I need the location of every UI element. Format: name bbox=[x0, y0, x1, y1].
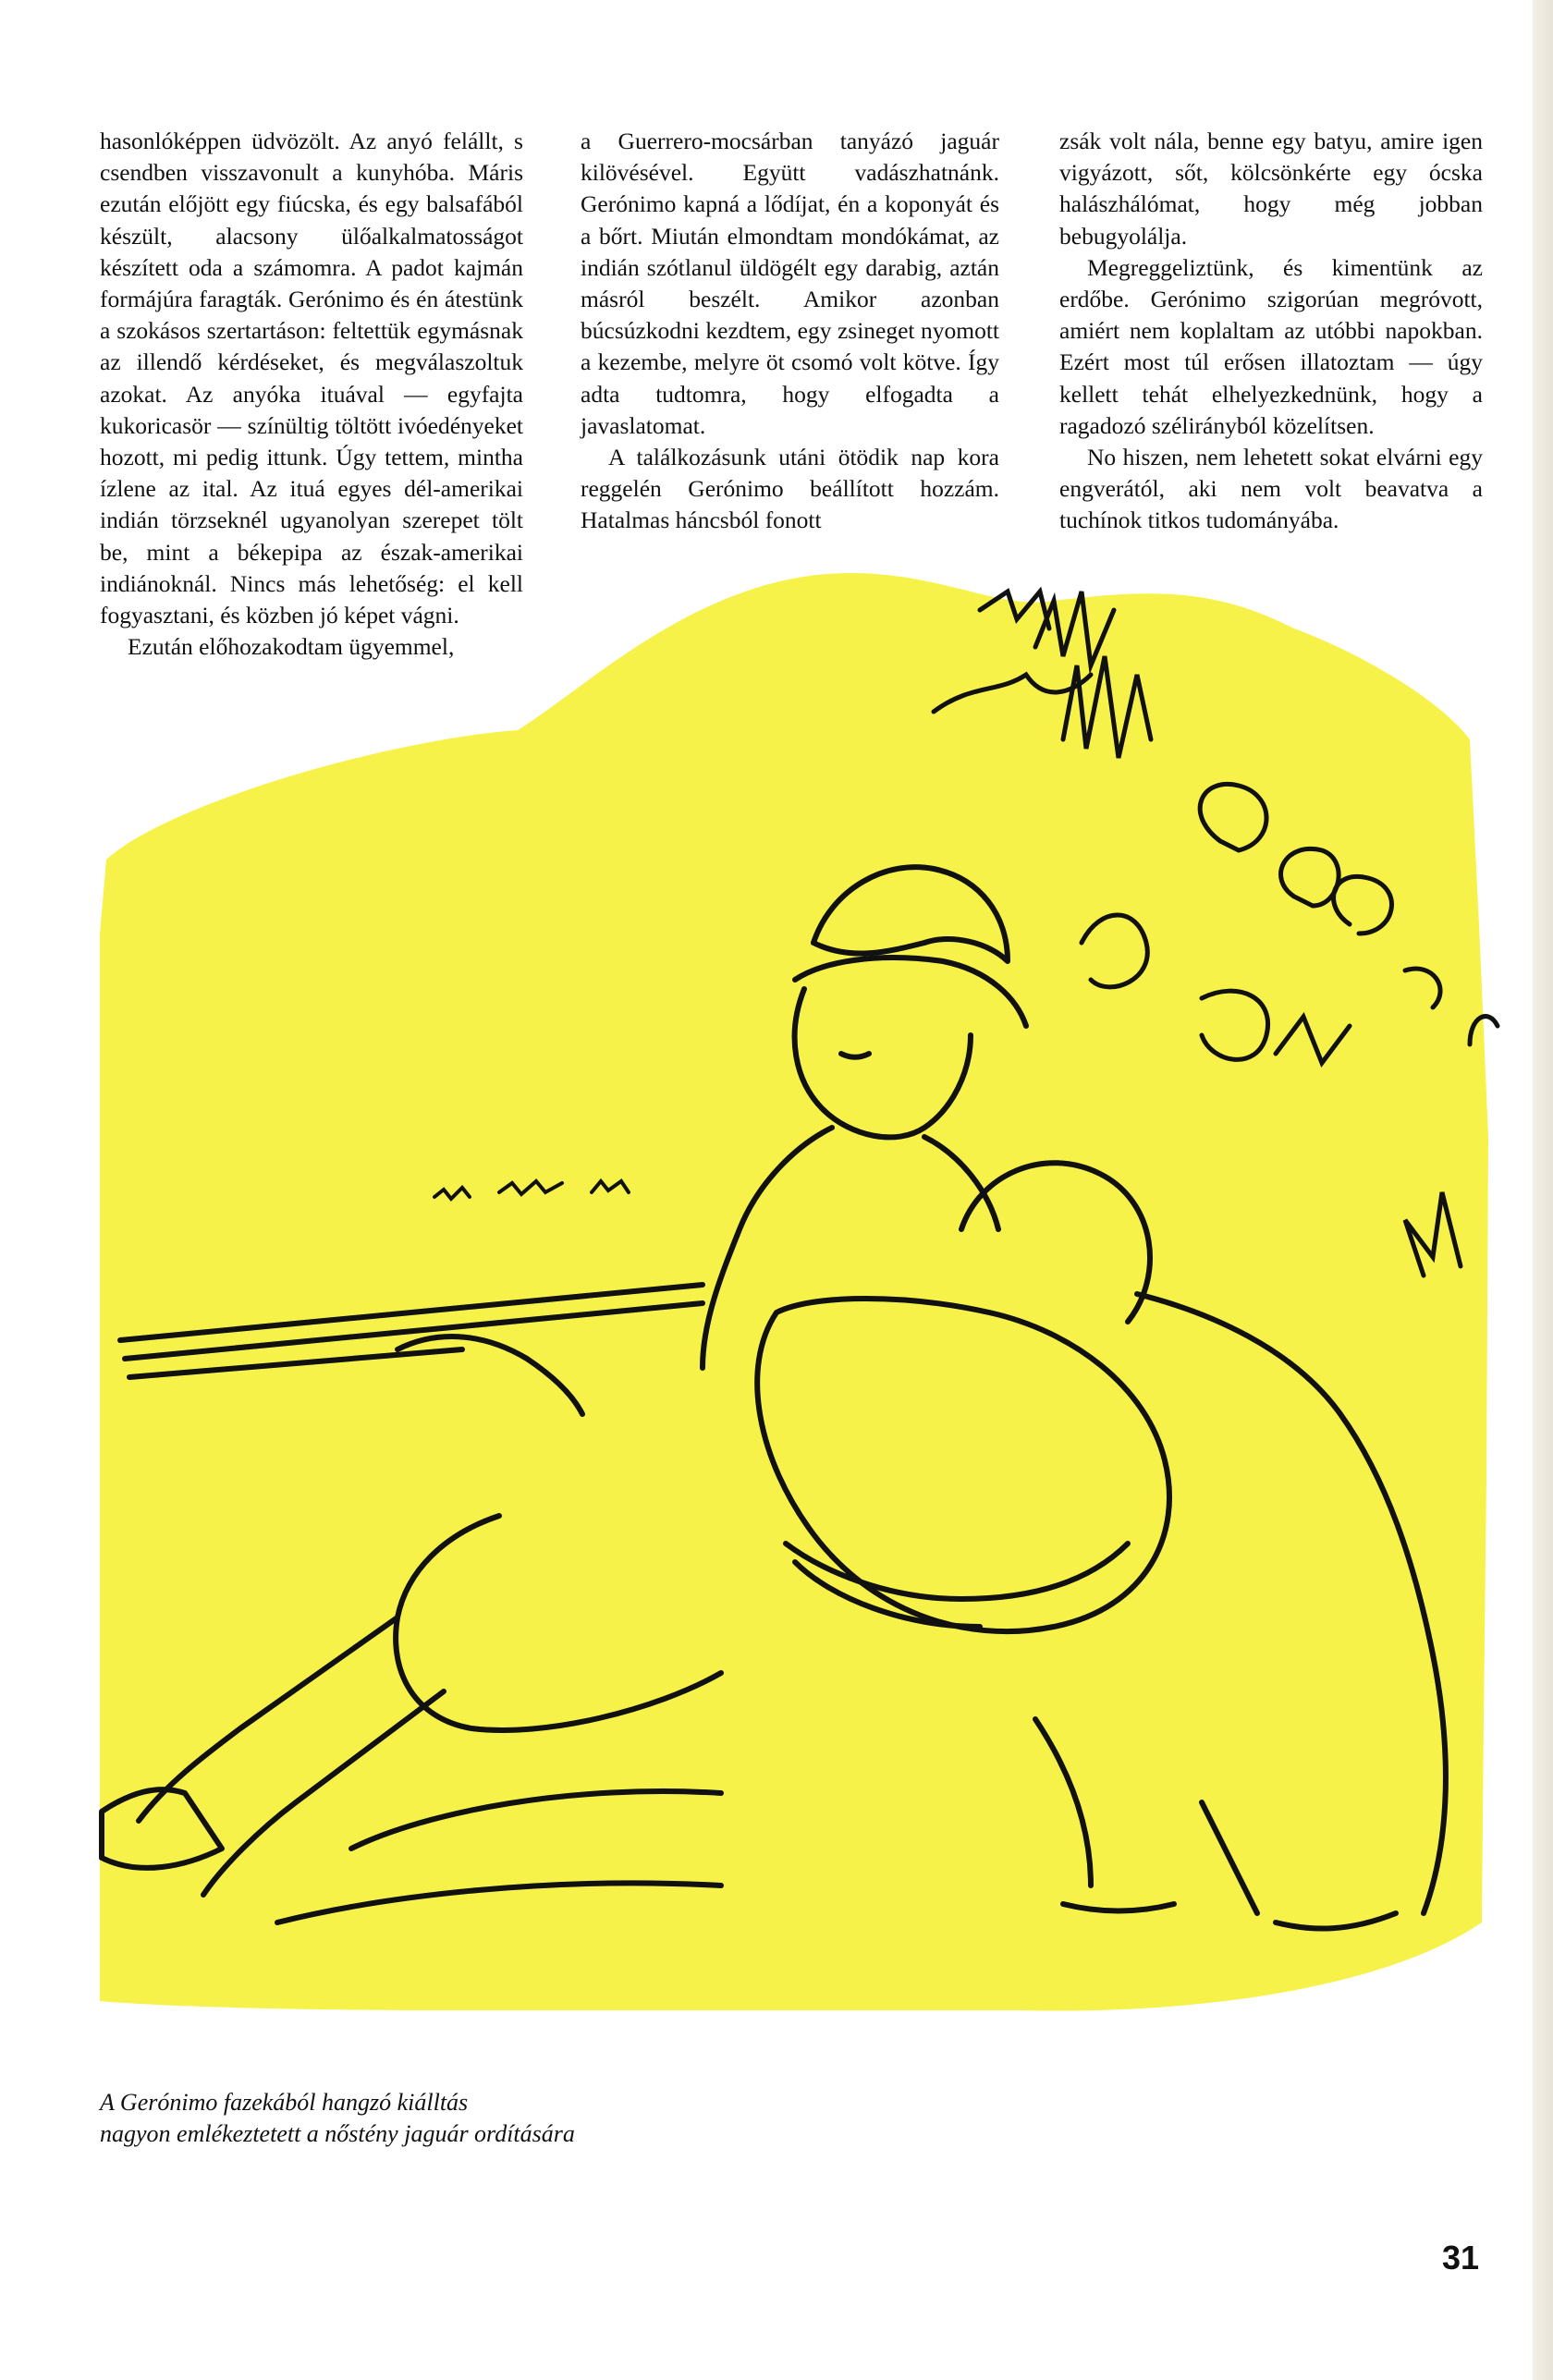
column1-paragraph-1: hasonlóképpen üdvözölt. Az anyó felállt, s csendben visszavonult a kunyhóba. Máris ezután előjött egy fiúcska, és egy balsafából készült, alacsony ülőalkalmatosságot készített oda a számomra. A padot kajmán formájúra faragták. Gerónimo és én átestünk a szokásos szertartáson: feltettük egymásnak az illendő kérdéseket, és megválaszoltuk azokat. Az anyóka ituával — egyfajta kukoricasör — színültig töltött ivóedényeket hozott, mi pedig ittunk. Úgy tettem, mintha ízlene az ital. Az ituá egyes dél-amerikai indián törzseknél ugyanolyan szerepet tölt be, mint a békepipa az észak-amerikai indiánoknál. Nincs más lehetőség: el kell fogyasztani, és közben jó képet vágni. bbox=[100, 128, 523, 629]
text-column-3 bbox=[1059, 126, 1483, 537]
column3-paragraph-1: zsák volt nála, benne egy batyu, amire igen vigyázott, sőt, kölcsönkérte egy ócska halászhálómat, hogy még jobban bebugyolálja. bbox=[1059, 128, 1483, 250]
column3-paragraph-2: Megreggeliztünk, és kimentünk az erdőbe. Gerónimo szigorúan megróvott, amiért nem koplaltam az utóbbi napokban. Ezért most túl erősen illatoztam — úgy kellett tehát elhelyezkednünk, hogy a ragadozó szélirányból közelítsen. bbox=[1059, 253, 1483, 439]
caption-line-1: A Gerónimo fazekából hangzó kiálltás bbox=[100, 2089, 469, 2116]
column2-paragraph-1: a Guerrero-mocsárban tanyázó jaguár kilövésével. Együtt vadászhatnánk. Gerónimo kapná a lődíjat, én a koponyát és a bőrt. Miután elmondtam mondókámat, az indián szótlanul üldögélt egy darabig, aztán másról beszélt. Amikor azonban búcsúzkodni kezdtem, egy zsineget nyomott a kezembe, melyre öt csomó volt kötve. Így adta tudtomra, hogy elfogadta a javaslatomat. bbox=[581, 128, 999, 439]
column3-paragraph-3: No hiszen, nem lehetett sokat elvárni egy engverától, aki nem volt beavatva a tuchínok titkos tudományába. bbox=[1059, 444, 1483, 534]
caption-line-2: nagyon emlékeztetett a nőstény jaguár ordítására bbox=[100, 2120, 575, 2147]
illustration-caption bbox=[100, 2087, 747, 2150]
page-edge bbox=[1533, 0, 1553, 2380]
column1-paragraph-2: Ezután előhozakodtam ügyemmel, bbox=[128, 633, 455, 661]
page-number: 31 bbox=[1442, 2239, 1480, 2276]
text-column-2 bbox=[581, 126, 999, 537]
text-column-1 bbox=[100, 126, 523, 663]
column2-paragraph-2: A találkozásunk utáni ötödik nap kora reggelén Gerónimo beállított hozzám. Hatalmas háncsból fonott bbox=[581, 444, 999, 534]
